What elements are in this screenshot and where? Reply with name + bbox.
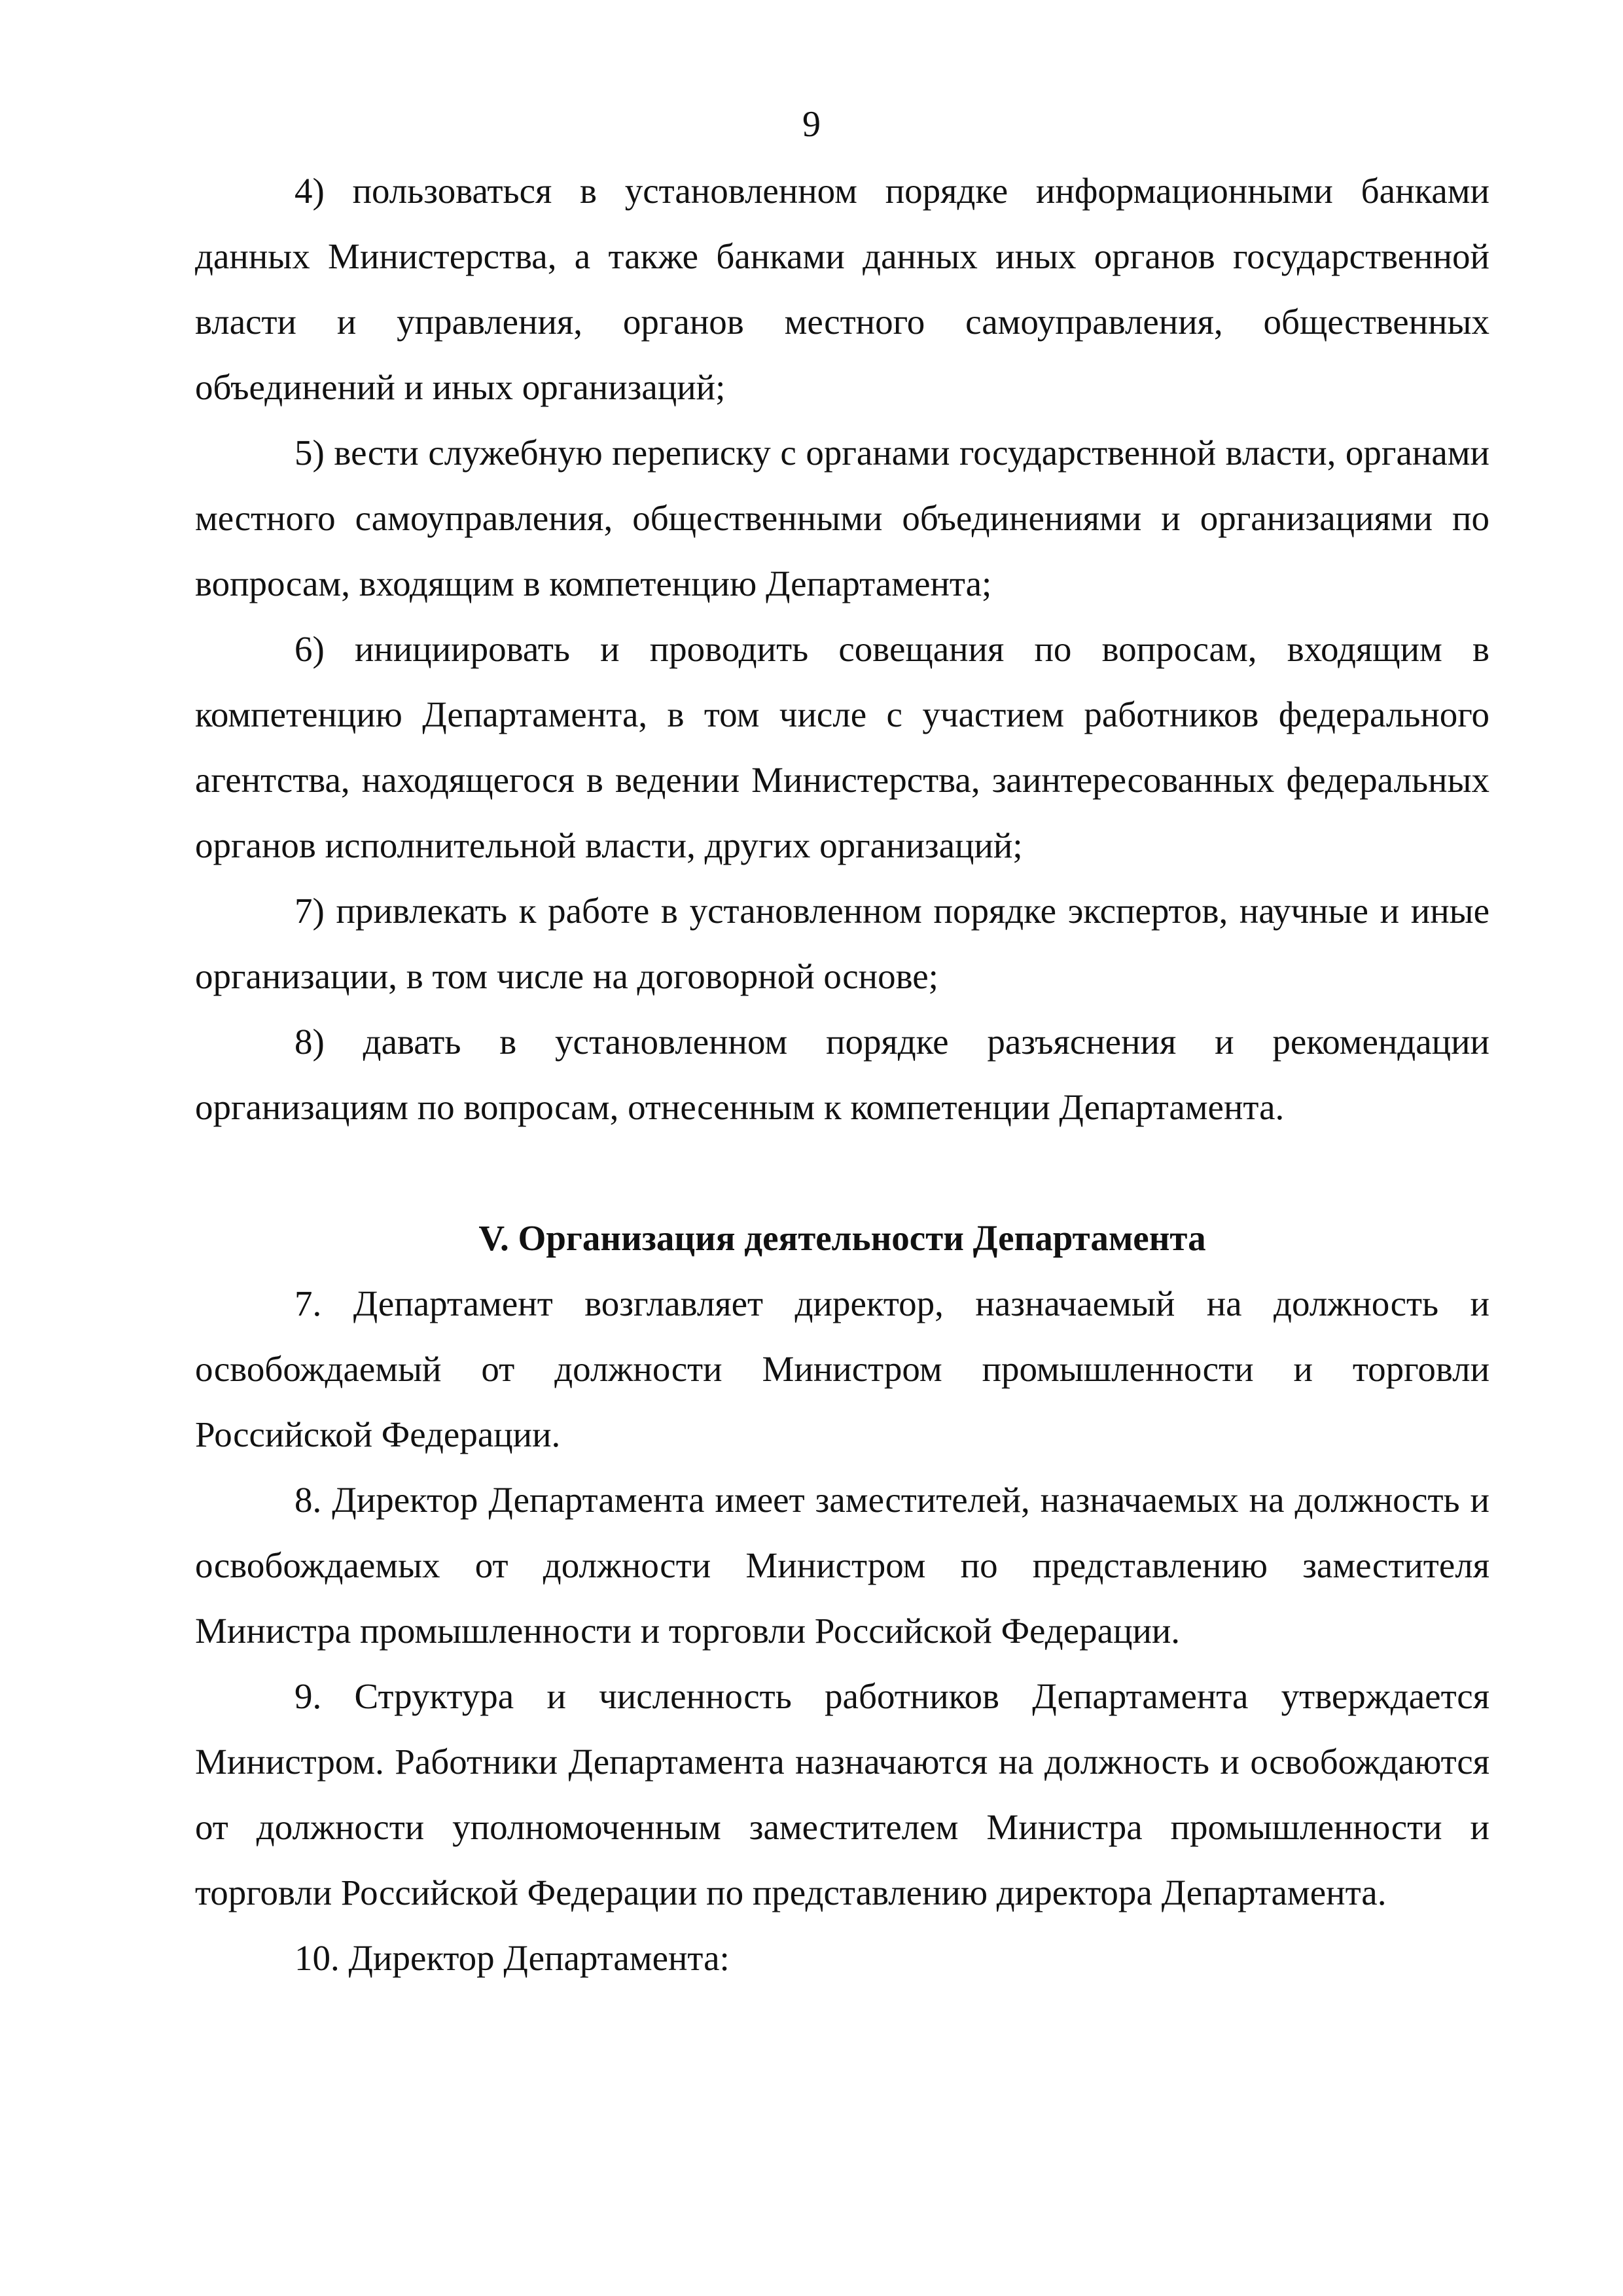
paragraph-item-6: 6) инициировать и проводить совещания по вопросам, входящим в компетенцию Департамента, в том числе с участием работников федерального агентства, находящегося в ведении Министерства, заинтересованных федеральных органов исполнительной власти, других организаций; [195,629,1489,865]
page-number: 9 [802,104,821,145]
document-body [195,158,1489,1991]
paragraph-item-4: 4) пользоваться в установленном порядке информационными банками данных Министерства, а также банками данных иных органов государственной власти и управления, органов местного самоуправления, общественных объединений и иных организаций; [195,171,1489,407]
paragraph-item-5: 5) вести служебную переписку с органами государственной власти, органами местного самоуправления, общественными объединениями и организациями по вопросам, входящим в компетенцию Департамента; [195,433,1489,603]
paragraph-clause-9: 9. Структура и численность работников Департамента утверждается Министром. Работники Департамента назначаются на должность и освобождаются от должности уполномоченным заместителем Министра промышленности и торговли Российской Федерации по представлению директора Департамента. [195,1676,1489,1912]
paragraph-clause-7: 7. Департамент возглавляет директор, назначаемый на должность и освобождаемый от должности Министром промышленности и торговли Российской Федерации. [195,1283,1489,1454]
section-heading: V. Организация деятельности Департамента [478,1218,1206,1258]
paragraph-item-8: 8) давать в установленном порядке разъяснения и рекомендации организациям по вопросам, отнесенным к компетенции Департамента. [195,1022,1489,1127]
paragraph-item-7: 7) привлекать к работе в установленном порядке экспертов, научные и иные организации, в том числе на договорной основе; [195,891,1489,996]
paragraph-clause-8: 8. Директор Департамента имеет заместителей, назначаемых на должность и освобождаемых от должности Министром по представлению заместителя Министра промышленности и торговли Российской Федерации. [195,1480,1489,1651]
paragraph-clause-10: 10. Директор Департамента: [294,1938,730,1978]
